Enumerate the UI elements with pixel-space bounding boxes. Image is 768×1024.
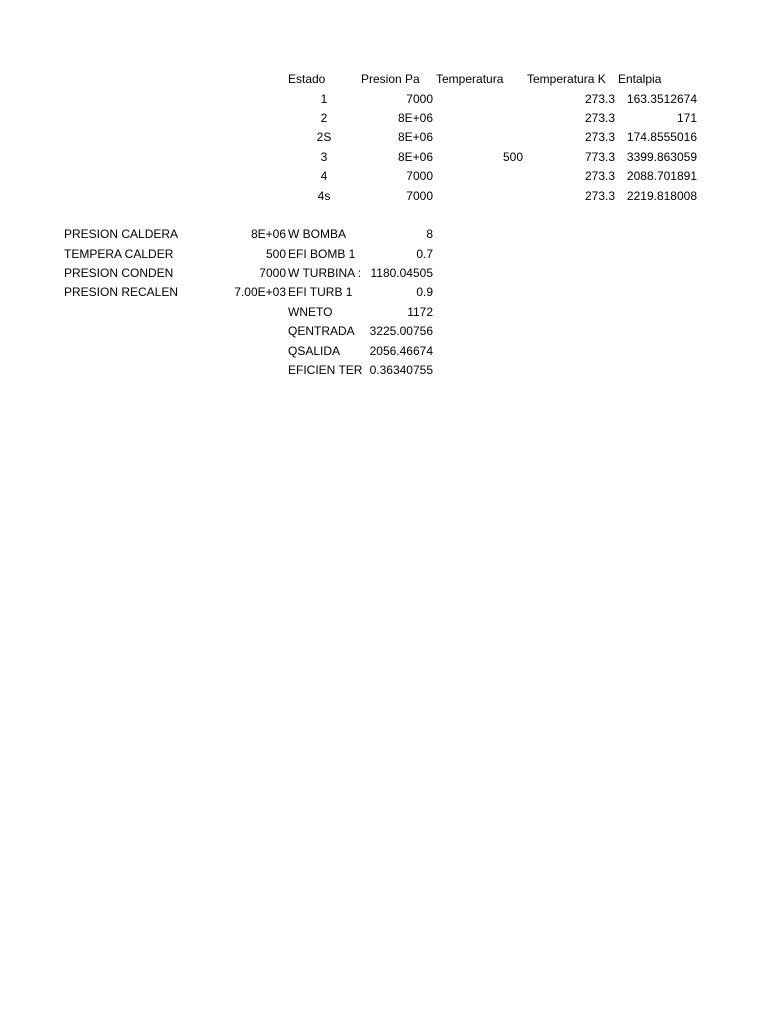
result-eficien-ter-value: 0.36340755 bbox=[369, 363, 433, 377]
result-efi-bomb-value: 0.7 bbox=[416, 247, 433, 261]
result-w-turbina-value: 1180.04505 bbox=[370, 266, 433, 280]
input-tempera-calder-value: 500 bbox=[265, 247, 286, 261]
input-presion-conden-value: 7000 bbox=[259, 266, 286, 280]
input-presion-recalen-label: PRESION RECALEN bbox=[64, 285, 179, 299]
row-2s-temperatura bbox=[483, 129, 543, 145]
row-1-temperatura bbox=[483, 91, 543, 107]
input-presion-caldera-value: 8E+06 bbox=[250, 227, 286, 241]
input-presion-conden-label: PRESION CONDEN bbox=[64, 266, 174, 280]
row-3-entalpia: 3399.863059 bbox=[626, 150, 697, 164]
row-3-presion: 8E+06 bbox=[397, 150, 433, 164]
row-1-entalpia: 163.3512674 bbox=[626, 92, 697, 106]
row-4-temperatura bbox=[483, 168, 543, 184]
row-4-presion: 7000 bbox=[406, 169, 433, 183]
row-2-temperatura bbox=[483, 110, 543, 126]
row-4s-temperatura-k: 273.3 bbox=[584, 189, 615, 203]
row-2-estado: 2 bbox=[320, 111, 328, 125]
header-estado: Estado bbox=[288, 72, 326, 86]
result-eficien-ter-label: EFICIEN TER bbox=[288, 363, 363, 377]
header-entalpia: Entalpia bbox=[618, 72, 662, 86]
row-4s-entalpia: 2219.818008 bbox=[626, 189, 697, 203]
row-2-entalpia: 171 bbox=[676, 111, 697, 125]
result-w-bomba-value: 8 bbox=[426, 227, 433, 241]
result-qsalida-value: 2056.46674 bbox=[369, 344, 433, 358]
row-4s-temperatura bbox=[483, 188, 543, 204]
input-presion-recalen-value: 7.00E+03 bbox=[234, 285, 286, 299]
row-1-temperatura-k: 273.3 bbox=[584, 92, 615, 106]
result-qentrada-label: QENTRADA bbox=[288, 324, 355, 338]
row-2s-presion: 8E+06 bbox=[397, 130, 433, 144]
row-2s-temperatura-k: 273.3 bbox=[584, 130, 615, 144]
row-4-entalpia: 2088.701891 bbox=[626, 169, 697, 183]
row-4-temperatura-k: 273.3 bbox=[584, 169, 615, 183]
header-presion-pa: Presion Pa bbox=[361, 72, 420, 86]
result-w-turbina-label: W TURBINA : bbox=[288, 266, 362, 280]
row-3-estado: 3 bbox=[320, 150, 328, 164]
result-qentrada-value: 3225.00756 bbox=[369, 324, 433, 338]
result-qsalida-label: QSALIDA bbox=[288, 344, 341, 358]
row-3-temperatura-k: 773.3 bbox=[584, 150, 615, 164]
row-3-temperatura: 500 bbox=[502, 150, 524, 164]
input-presion-caldera-label: PRESION CALDERA bbox=[64, 227, 179, 241]
row-2-presion: 8E+06 bbox=[397, 111, 433, 125]
result-efi-turb-label: EFI TURB 1 bbox=[288, 285, 353, 299]
row-2-temperatura-k: 273.3 bbox=[584, 111, 615, 125]
row-4s-estado: 4s bbox=[317, 189, 331, 203]
result-w-bomba-label: W BOMBA bbox=[288, 227, 347, 241]
input-tempera-calder-label: TEMPERA CALDER bbox=[64, 247, 174, 261]
header-temperatura: Temperatura bbox=[436, 72, 504, 86]
row-1-estado: 1 bbox=[320, 92, 328, 106]
row-2s-estado: 2S bbox=[316, 130, 332, 144]
result-efi-turb-value: 0.9 bbox=[416, 285, 433, 299]
result-wneto-label: WNETO bbox=[288, 305, 333, 319]
row-2s-entalpia: 174.8555016 bbox=[626, 130, 697, 144]
header-temperatura-k: Temperatura K bbox=[527, 72, 606, 86]
row-4-estado: 4 bbox=[320, 169, 328, 183]
result-efi-bomb-label: EFI BOMB 1 bbox=[288, 247, 356, 261]
result-wneto-value: 1172 bbox=[407, 305, 433, 319]
row-1-presion: 7000 bbox=[406, 92, 433, 106]
row-4s-presion: 7000 bbox=[406, 189, 433, 203]
